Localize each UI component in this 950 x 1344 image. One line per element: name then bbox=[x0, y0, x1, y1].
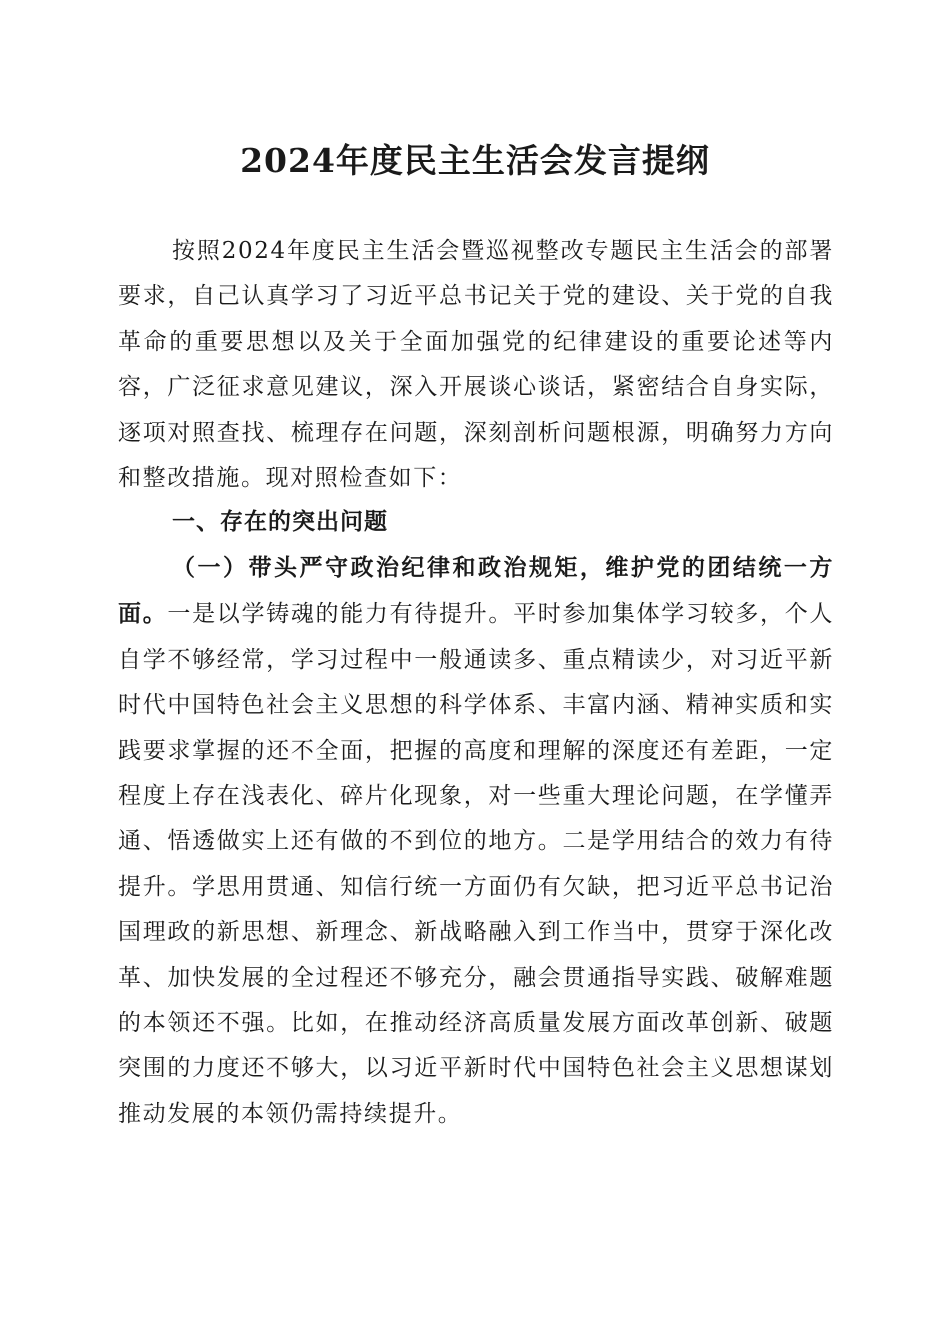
intro-paragraph: 按照2024年度民主生活会暨巡视整改专题民主生活会的部署要求，自己认真学习了习近平总书记关于党的建设、关于党的自我革命的重要思想以及关于全面加强党的纪律建设的重要论述等内容，广泛征求意见建议，深入开展谈心谈话，紧密结合自身实际，逐项对照查找、梳理存在问题，深刻剖析问题根源，明确努力方向和整改措施。现对照检查如下： bbox=[118, 238, 834, 492]
section-paragraph bbox=[118, 545, 834, 1137]
section-heading: 一、存在的突出问题 bbox=[172, 509, 388, 535]
section-body-text: 一是以学铸魂的能力有待提升。平时参加集体学习较多，个人自学不够经常，学习过程中一般通读多、重点精读少，对习近平新时代中国特色社会主义思想的科学体系、丰富内涵、精神实质和实践要求掌握的还不全面，把握的高度和理解的深度还有差距，一定程度上存在浅表化、碎片化现象，对一些重大理论问题，在学懂弄通、悟透做实上还有做的不到位的地方。二是学用结合的效力有待提升。学思用贯通、知信行统一方面仍有欠缺，把习近平总书记治国理政的新思想、新理念、新战略融入到工作当中，贯穿于深化改革、加快发展的全过程还不够充分，融会贯通指导实践、破解难题的本领还不强。比如，在推动经济高质量发展方面改革创新、破题突围的力度还不够大，以习近平新时代中国特色社会主义思想谋划推动发展的本领仍需持续提升。 bbox=[118, 601, 834, 1127]
section-subheading: （一）带头严守政治纪律和政治规矩，维护党的团结统一方面。 bbox=[118, 554, 834, 628]
document-title: 2024年度民主生活会发言提纲 bbox=[240, 141, 710, 180]
